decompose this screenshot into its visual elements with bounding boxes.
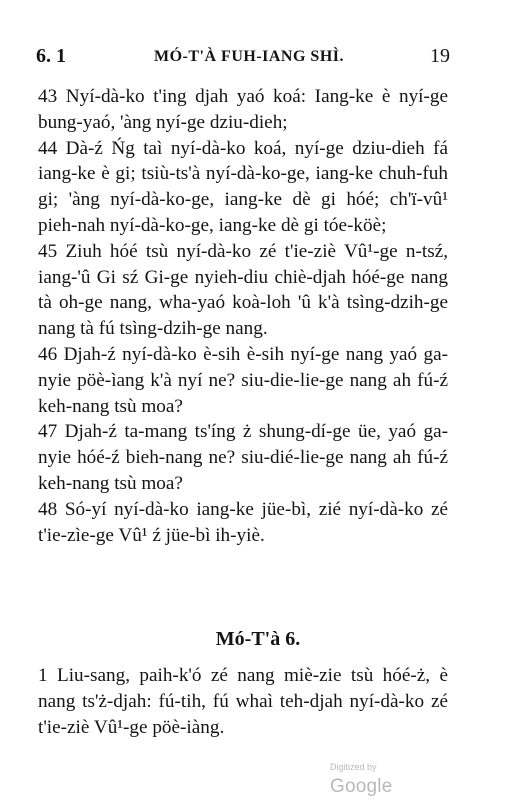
verse-45 bbox=[38, 239, 448, 342]
chapter-heading: Mó-T'à 6. bbox=[215, 628, 301, 650]
verse-text: Dà-ź Ńg taì nyí-dà-ko koá, nyí-ge dziu-dieh fá iang-ke è gi; tsiù-ts'à nyí-dà-ko-ge, iang-ke chuh-fuh gi; 'àng nyí-dà-ko-ge, iang-ke dè gi hóé; ch'ï-vû¹ pieh-nah nyí-dà-ko-ge, iang-ke dè gi tóe-köè; bbox=[38, 137, 449, 236]
verse-number: 44 bbox=[38, 137, 58, 159]
chapter-6-verses bbox=[38, 663, 448, 740]
verse-block bbox=[38, 84, 448, 548]
verse-text: Nyí-dà-ko t'ing djah yaó koá: Iang-ke è nyí-ge bung-yaó, 'àng nyí-ge dziu-dieh; bbox=[38, 86, 448, 133]
verse-number: 43 bbox=[38, 86, 58, 107]
watermark-prefix: Digitized by bbox=[330, 761, 377, 772]
verse-text: Ziuh hóé tsù nyí-dà-ko zé t'ie-ziè Vû¹-ge n-tsź, iang-'û Gi sź Gi-ge nyieh-diu chiè-djah hóé-ge nang tà oh-ge nang, wha-yaó koà-loh 'û k'à tsìng-dzih-ge nang tà fú tsìng-dzih-ge nang. bbox=[38, 240, 448, 340]
verse-48 bbox=[38, 497, 448, 549]
verse-number: 46 bbox=[38, 343, 58, 365]
verse-43 bbox=[38, 84, 448, 136]
chapter-verse-ref: 6. 1 bbox=[36, 45, 66, 67]
verse-text: Djah-ź ta-mang ts'íng ż shung-dí-ge üe, yaó ga-nyie hóé-ź bieh-nang ne? siu-dié-lie-ge nang ah fú-ź keh-nang tsù moa? bbox=[38, 421, 449, 494]
running-header bbox=[30, 45, 450, 71]
google-logo: Google bbox=[330, 776, 393, 797]
running-title: MÓ-T'À FUH-IANG SHÌ. bbox=[154, 48, 344, 65]
verse-47 bbox=[38, 419, 448, 496]
verse-number: 1 bbox=[38, 665, 48, 686]
page-number: 19 bbox=[430, 45, 450, 67]
verse-text: Djah-ź nyí-dà-ko è-sih è-sih nyí-ge nang yaó ga-nyie pöè-ìang k'à nyí ne? siu-die-lie-ge nang ah fú-ź keh-nang tsù moa? bbox=[38, 343, 449, 417]
verse-number: 45 bbox=[38, 240, 58, 262]
verse-46 bbox=[38, 342, 448, 419]
verse-44 bbox=[38, 136, 448, 239]
verse-number: 48 bbox=[38, 498, 58, 520]
verse-text: Liu-sang, paih-k'ó zé nang miè-zie tsù hóé-ż, è nang ts'ż-djah: fú-tih, fú whaì teh-djah nyí-dà-ko zé t'ie-ziè Vû¹-ge pöè-iàng. bbox=[38, 665, 449, 738]
verse-1 bbox=[38, 663, 448, 740]
verse-number: 47 bbox=[38, 421, 58, 443]
verse-text: Só-yí nyí-dà-ko iang-ke jüe-bì, zié nyí-dà-ko zé t'ie-zìe-ge Vû¹ ź jüe-bì ih-yiè. bbox=[38, 498, 448, 546]
digitized-watermark bbox=[330, 758, 440, 798]
